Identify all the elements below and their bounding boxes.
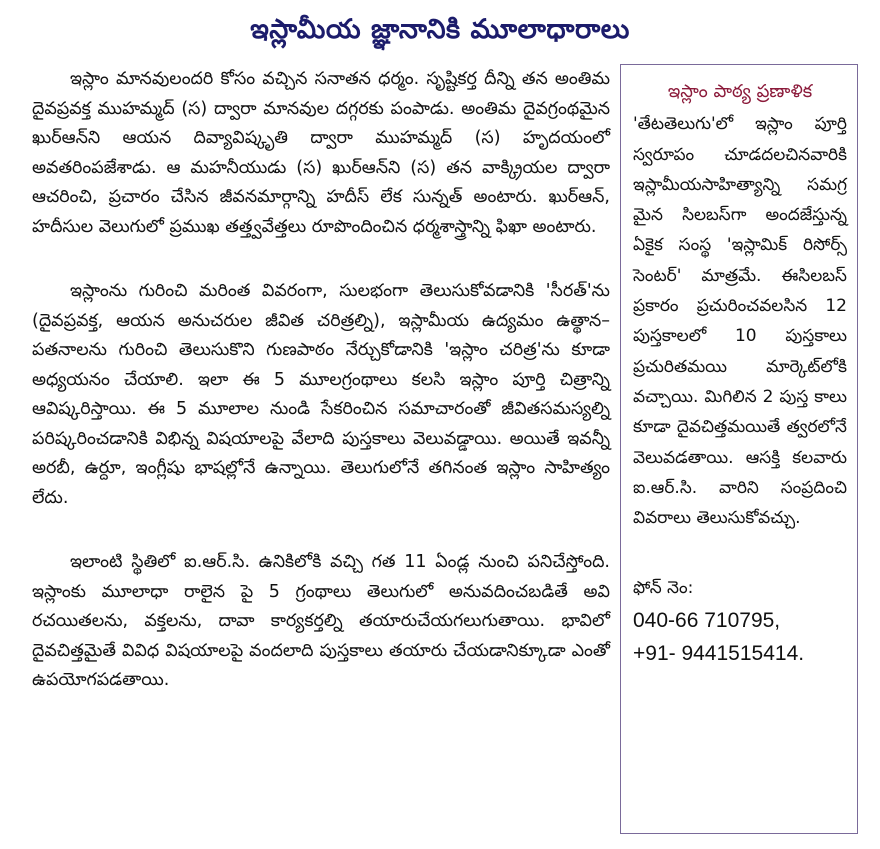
article-paragraph-3: ఇలాంటి స్థితిలో ఐ.ఆర్.సి. ఉనికిలోకి వచ్చి గత 11 ఏండ్ల నుంచి పనిచేస్తోంది. ఇస్లాంకు మూలాధా రాలైన పై 5 గ్రంథాలు తెలుగులో అనువదించబడితే అవి రచయితలను, వక్తలను, దావా కార్యకర్తల్ని తయారుచేయగలుగుతాయి. భావిలో దైవచిత్తమైతే వివిధ విషయాలపై వందలాది పుస్తకాలు తయారు చేయడానిక్కూడా ఎంతో ఉపయోగపడతాయి. <box>32 552 610 690</box>
main-article <box>32 65 610 696</box>
sidebar-body: 'తేటతెలుగు'లో ఇస్లాం పూర్తి స్వరూపం చూడదలచినవారికి ఇస్లామీయసాహిత్యాన్ని సమగ్ర మైన సిలబస్‌గా అందజేస్తున్న ఏకైక సంస్థ 'ఇస్లామిక్ రిసోర్స్ సెంటర్' మాత్రమే. ఈసిలబస్ ప్రకారం ప్రచురించవలసిన 12 పుస్తకాలలో 10 పుస్తకాలు ప్రచురితమయి మార్కెట్‌లోకి వచ్చాయి. మిగిలిన 2 పుస్త కాలు కూడా దైవచిత్తమయితే త్వరలోనే వెలువడతాయి. ఆసక్తి కలవారు ఐ.ఆర్.సి. వారిని సంప్రదించి వివరాలు తెలుసుకోవచ్చు. <box>633 114 847 529</box>
page-title: ఇస్లామీయ జ్ఞానానికి మూలాధారాలు <box>250 14 630 45</box>
sidebar-box <box>620 64 858 834</box>
phone-label: ఫోన్ నెం: <box>633 578 694 599</box>
article-paragraph-1: ఇస్లాం మానవులందరి కోసం వచ్చిన సనాతన ధర్మం. సృష్టికర్త దీన్ని తన అంతిమ దైవప్రవక్త ముహమ్మద్ (స) ద్వారా మానవుల దగ్గరకు పంపాడు. అంతిమ దైవగ్రంథమైన ఖుర్‌ఆన్‌ని ఆయన దివ్యావిష్కృతి ద్వారా ముహమ్మద్ (స) హృదయంలో అవతరింపజేశాడు. ఆ మహనీయుడు (స) ఖుర్‌ఆన్‌ని (స) తన వాక్క్రియల ద్వారా ఆచరించి, ప్రచారం చేసిన జీవనమార్గాన్ని హదీస్ లేక సున్నత్ అంటారు. ఖుర్‌ఆన్, హదీసుల వెలుగులో ప్రముఖ తత్త్వవేత్తలు రూపొందించిన ధర్మశాస్త్రాన్ని ఫిఖా అంటారు. <box>32 69 610 237</box>
sidebar-title: ఇస్లాం పాఠ్య ప్రణాళిక <box>667 81 813 102</box>
phone-number-2: +91- 9441515414. <box>633 641 805 665</box>
phone-number-1: 040-66 710795, <box>633 608 781 632</box>
article-paragraph-2: ఇస్లాంను గురించి మరింత వివరంగా, సులభంగా తెలుసుకోవడానికి 'సీరత్'ను (దైవప్రవక్త, ఆయన అనుచరుల జీవిత చరిత్రల్ని), ఇస్లామీయ ఉద్యమం ఉత్థాన–పతనాలను గురించి తెలుసుకొని గుణపాఠం నేర్చుకోడానికి 'ఇస్లాం చరిత్ర'ను కూడా అధ్యయనం చేయాలి. ఇలా ఈ 5 మూలగ్రంథాలు కలసి ఇస్లాం పూర్తి చిత్రాన్ని ఆవిష్కరిస్తాయి. ఈ 5 మూలాల నుండి సేకరించిన సమాచారంతో జీవితసమస్యల్ని పరిష్కరించడానికి విభిన్న విషయాలపై వేలాది పుస్తకాలు వెలువడ్డాయి. అయితే ఇవన్నీ అరబీ, ఉర్దూ, ఇంగ్లీషు భాషల్లోనే ఉన్నాయి. తెలుగులోనే తగినంత ఇస్లాం సాహిత్యం లేదు. <box>32 281 610 508</box>
